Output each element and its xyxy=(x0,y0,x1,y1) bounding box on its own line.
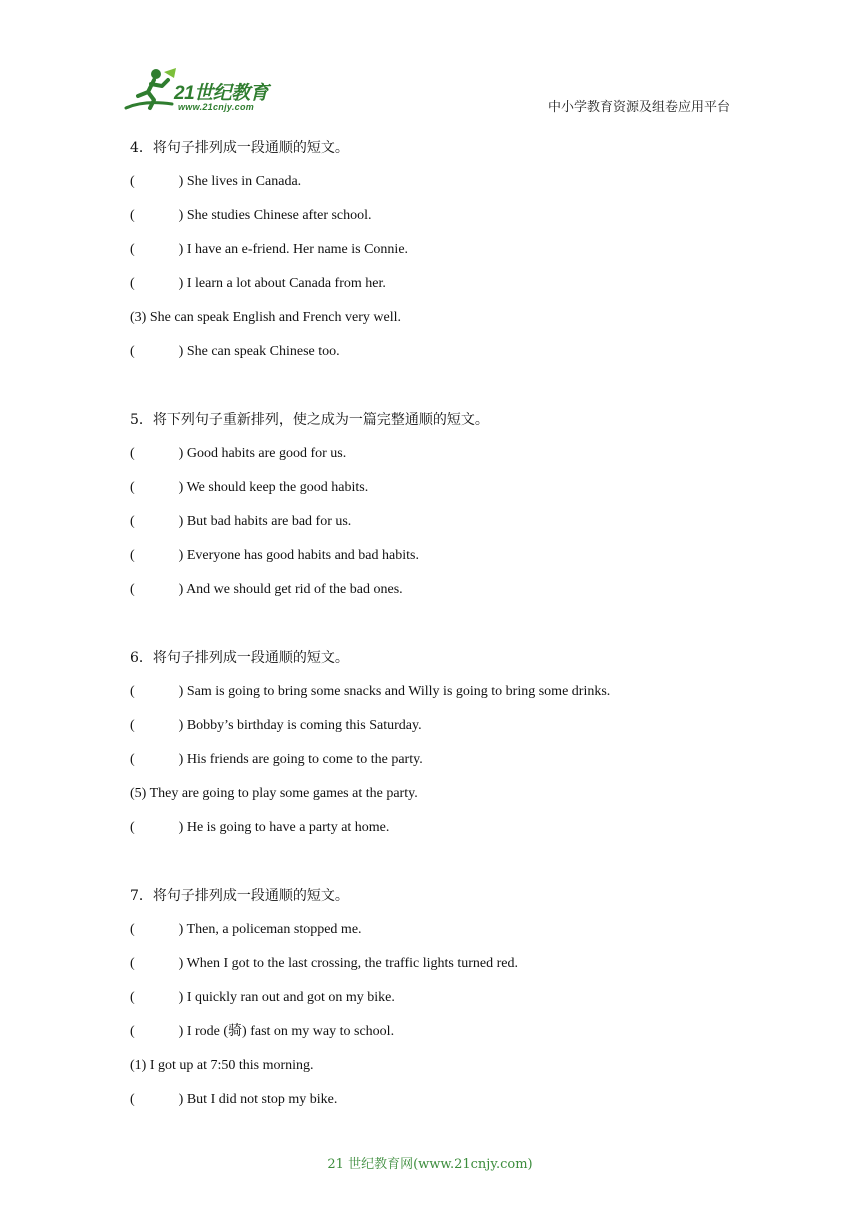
sentence-text: When I got to the last crossing, the traffic lights turned red. xyxy=(183,956,518,971)
sentence-text: Good habits are good for us. xyxy=(183,446,347,461)
sentence-line xyxy=(130,817,770,839)
sentence-text: We should keep the good habits. xyxy=(183,480,369,495)
sentence-line xyxy=(130,477,770,499)
order-bracket-open: ( xyxy=(130,820,135,835)
order-bracket-open: ( xyxy=(130,1092,135,1107)
sentence-line xyxy=(130,545,770,567)
order-bracket-close: ) xyxy=(178,1024,184,1039)
sentence-text: I got up at 7:50 this morning. xyxy=(146,1058,314,1073)
sentence-text: I learn a lot about Canada from her. xyxy=(183,276,386,291)
order-bracket-open: ( xyxy=(130,344,135,359)
order-bracket-close: ) xyxy=(178,752,184,767)
order-bracket-close: ) xyxy=(178,480,184,495)
sentence-line xyxy=(130,443,770,465)
sentence-text: She studies Chinese after school. xyxy=(183,208,372,223)
order-bracket-close: ) xyxy=(178,344,184,359)
sentence-line xyxy=(130,273,770,295)
page-header xyxy=(0,0,860,125)
sentence-line xyxy=(130,171,770,193)
sentence-line xyxy=(130,239,770,261)
order-bracket-open: ( xyxy=(130,752,135,767)
logo-url: www.21cnjy.com xyxy=(178,102,255,112)
order-bracket-close: ) xyxy=(178,718,184,733)
sentence-text: Bobby’s birthday is coming this Saturday. xyxy=(183,718,422,733)
sentence-text: They are going to play some games at the party. xyxy=(146,786,418,801)
sentence-text: I quickly ran out and got on my bike. xyxy=(183,990,395,1005)
section-spacer xyxy=(130,375,770,397)
sentence-line xyxy=(130,1021,770,1043)
logo-wordmark: 21世纪教育 xyxy=(174,83,269,104)
order-bracket-close: ) xyxy=(178,990,184,1005)
question-section xyxy=(130,137,770,363)
sentence-line xyxy=(130,749,770,771)
sentence-text: She lives in Canada. xyxy=(183,174,302,189)
section-spacer xyxy=(130,851,770,873)
order-bracket-open: ( xyxy=(130,242,135,257)
sentence-text: Then, a policeman stopped me. xyxy=(183,922,362,937)
question-section xyxy=(130,647,770,839)
order-bracket-open: ( xyxy=(130,480,135,495)
sentence-text: She can speak Chinese too. xyxy=(183,344,340,359)
question-title: 7．将句子排列成一段通顺的短文。 xyxy=(130,888,349,904)
sentence-text: I rode (骑) fast on my way to school. xyxy=(183,1024,395,1039)
order-bracket-close: ) xyxy=(178,820,184,835)
sentence-text: Sam is going to bring some snacks and Willy is going to bring some drinks. xyxy=(183,684,611,699)
sentence-text: But I did not stop my bike. xyxy=(183,1092,338,1107)
question-title: 5．将下列句子重新排列，使之成为一篇完整通顺的短文。 xyxy=(130,412,489,428)
sentence-line-given xyxy=(130,783,770,805)
given-order-number: (5) xyxy=(130,786,147,801)
order-bracket-close: ) xyxy=(178,174,184,189)
question-section xyxy=(130,885,770,1111)
sentence-text: His friends are going to come to the party. xyxy=(183,752,423,767)
sentence-text: And we should get rid of the bad ones. xyxy=(183,582,403,597)
sentence-line xyxy=(130,341,770,363)
question-title: 4．将句子排列成一段通顺的短文。 xyxy=(130,140,349,156)
sentence-line-given xyxy=(130,307,770,329)
order-bracket-open: ( xyxy=(130,990,135,1005)
sentence-line xyxy=(130,579,770,601)
order-bracket-close: ) xyxy=(178,582,184,597)
sentence-line xyxy=(130,987,770,1009)
sentence-line xyxy=(130,953,770,975)
order-bracket-open: ( xyxy=(130,956,135,971)
sentence-line-given xyxy=(130,1055,770,1077)
order-bracket-close: ) xyxy=(178,1092,184,1107)
order-bracket-close: ) xyxy=(178,514,184,529)
order-bracket-close: ) xyxy=(178,684,184,699)
order-bracket-open: ( xyxy=(130,582,135,597)
sentence-line xyxy=(130,511,770,533)
order-bracket-close: ) xyxy=(178,446,184,461)
order-bracket-open: ( xyxy=(130,922,135,937)
order-bracket-close: ) xyxy=(178,242,184,257)
sentence-line xyxy=(130,715,770,737)
order-bracket-open: ( xyxy=(130,276,135,291)
exercise-content xyxy=(130,137,770,1123)
order-bracket-open: ( xyxy=(130,208,135,223)
order-bracket-open: ( xyxy=(130,174,135,189)
question-title: 6．将句子排列成一段通顺的短文。 xyxy=(130,650,349,666)
sentence-text: Everyone has good habits and bad habits. xyxy=(183,548,419,563)
given-order-number: (1) xyxy=(130,1058,147,1073)
site-logo[interactable] xyxy=(124,64,294,116)
order-bracket-close: ) xyxy=(178,208,184,223)
sentence-text: She can speak English and French very well. xyxy=(146,310,401,325)
sentence-text: He is going to have a party at home. xyxy=(183,820,390,835)
order-bracket-open: ( xyxy=(130,446,135,461)
order-bracket-open: ( xyxy=(130,718,135,733)
order-bracket-close: ) xyxy=(178,922,184,937)
sentence-line xyxy=(130,919,770,941)
sentence-line xyxy=(130,205,770,227)
order-bracket-open: ( xyxy=(130,684,135,699)
order-bracket-close: ) xyxy=(178,956,184,971)
section-spacer xyxy=(130,613,770,635)
page-footer[interactable]: 21 世纪教育网(www.21cnjy.com) xyxy=(327,1157,533,1172)
sentence-text: I have an e-friend. Her name is Connie. xyxy=(183,242,409,257)
order-bracket-close: ) xyxy=(178,276,184,291)
sentence-text: But bad habits are bad for us. xyxy=(183,514,352,529)
order-bracket-close: ) xyxy=(178,548,184,563)
sentence-line xyxy=(130,1089,770,1111)
order-bracket-open: ( xyxy=(130,514,135,529)
order-bracket-open: ( xyxy=(130,1024,135,1039)
order-bracket-open: ( xyxy=(130,548,135,563)
sentence-line xyxy=(130,681,770,703)
given-order-number: (3) xyxy=(130,310,147,325)
platform-tagline: 中小学教育资源及组卷应用平台 xyxy=(547,100,730,115)
question-section xyxy=(130,409,770,601)
